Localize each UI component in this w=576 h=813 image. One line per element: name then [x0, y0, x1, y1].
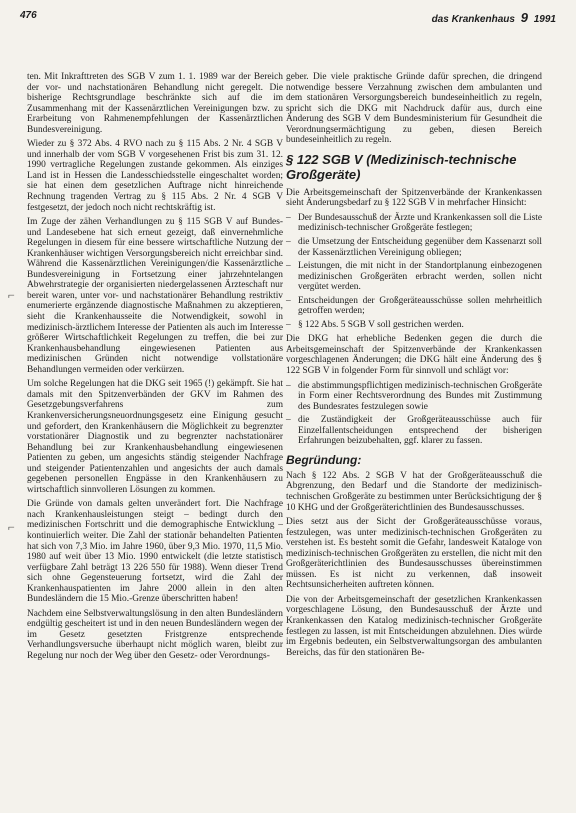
journal-title — [432, 10, 556, 25]
change-list — [286, 213, 542, 330]
list-item: – die abstimmungspflichtigen medizinisch-technischen Großgeräte in Form einer Rechtsverordnung des Bundes mit Zustimmung des Bundesrates festzulegen sowie — [286, 381, 542, 413]
journal-prefix: das Krankenhaus — [431, 14, 515, 25]
section-heading: § 122 SGB V (Medizinisch-technische Großgeräte) — [286, 151, 517, 182]
left-column — [27, 72, 283, 666]
body-paragraph: Nachdem eine Selbstverwaltungslösung in den alten Bundesländern endgültig gescheitert ist und in den neuen Bundesländern wegen der im Gesetz gesetzten Fristgrenze entsprechende Verhandlungsversuche überhaupt nicht möglich waren, bleibt zur Regelung nur noch der Weg über den Gesetz- oder Verordnungs- — [27, 608, 283, 661]
page-number: 476 — [20, 10, 37, 21]
list-item: – § 122 Abs. 5 SGB V soll gestrichen werden. — [286, 320, 542, 331]
body-paragraph: Die Gründe von damals gelten unverändert fort. Die Nachfrage nach Krankenhausleistungen steigt – bedingt durch den medizinischen Fortschritt und die demographische Entwicklung – kontinuierlich weiter. Die Zahl der stationär behandelten Patienten hat sich von 7,3 Mio. im Jahre 1960, über 9,3 Mio. 1970, 11,5 Mio. 1980 auf weit über 13 Mio. 1990 entwickelt (die letzte statistisch verfügbare Zahl beträgt 13 226 550 für 1988). Wenn dieser Trend sich ohne Gegensteuerung fortsetzt, wird die Zahl der Krankenhauspatienten im Jahre 2000 allein in den alten Bundesländern die 15 Mio.-Grenze überschritten haben! — [27, 499, 283, 605]
list-item: – Entscheidungen der Großgeräteausschüsse sollen mehrheitlich getroffen werden; — [286, 296, 542, 317]
margin-mark-icon: ⌐ — [8, 288, 15, 302]
list-item: – die Zuständigkeit der Großgeräteausschüsse auch für Einzelfallentscheidungen entsprechend der bisherigen Erfahrungen beizubehalten, ggf. klarer zu fassen. — [286, 415, 542, 447]
body-paragraph: Dies setzt aus der Sicht der Großgeräteausschüsse voraus, festzulegen, was unter medizinisch-technischen Großgeräten zu verstehen ist. Es besteht somit die Gefahr, landesweit Kataloge von medizinisch-technischen Großgeräten zu erstellen, die nicht mit den Großgeräterichtlinien des Bundesausschusses übereinstimmen müssen. Es ist nicht zu verkennen, daß insoweit Rechtsunsicherheiten auftreten können. — [286, 517, 542, 591]
body-paragraph: Wieder zu § 372 Abs. 4 RVO nach zu § 115 Abs. 2 Nr. 4 SGB V und innerhalb der vom SGB V vorgesehenen Frist bis zum 31. 12. 1990 vertragliche Regelungen zustande gekommen. Als einziges Land ist in Hessen die Landesschiedsstelle eingeschaltet worden; sie hat einen dem gesetzlichen Auftrage nicht hinreichende Rechnung tragenden Vertrag zu § 115 Abs. 2 Nr. 4 SGB V festgesetzt, der jedoch noch nicht rechtskräftig ist. — [27, 139, 283, 213]
page-header — [20, 10, 556, 26]
body-paragraph: ten. Mit Inkrafttreten des SGB V zum 1. 1. 1989 war der Bereich der vor- und nachstationären Behandlung nicht geregelt. Die bisherige Rechtsgrundlage beschränkte sich auf die im Zusammenhang mit der Kassenärztlichen Vereinigungen bzw. zu Erarbeitung von Rahmenempfehlungen der Kassenärztlichen Bundesvereinigung. — [27, 72, 283, 135]
list-item: – die Umsetzung der Entscheidung gegenüber dem Kassenarzt soll der Kassenärztlichen Vereinigung obliegen; — [286, 237, 542, 258]
journal-year: 1991 — [533, 14, 556, 25]
body-paragraph: Die DKG hat erhebliche Bedenken gegen die durch die Arbeitsgemeinschaft der Spitzenverbände der Krankenkassen vorgeschlagenen Änderungen; die DKG hält eine Änderung des § 122 SGB V in folgender Form für sinnvoll und schlägt vor: — [286, 334, 542, 377]
body-paragraph: Die von der Arbeitsgemeinschaft der gesetzlichen Krankenkassen vorgeschlagene Lösung, den Bundesausschuß der Ärzte und Krankenkassen den Katalog medizinisch-technischer Großgeräte festlegen zu lassen, ist mit Entscheidungen abzulehnen. Dies würde im Ergebnis bedeuten, ein Selbstverwaltungsorgan des ambulanten Bereichs, das für den stationären Be- — [286, 594, 542, 658]
right-column — [286, 72, 542, 662]
body-paragraph: Um solche Regelungen hat die DKG seit 1965 (!) gekämpft. Sie hat damals mit den Spitzenverbänden der GKV im Rahmen des Gesetzgebungsverfahrens zum Krankenversicherungsneuordnungsgesetz eine Einigung gesucht und gefordert, den Krankenhäusern die Möglichkeit zu begrenzter vorstationärer Diagnostik und zu begrenzter nachstationärer Behandlung bei zur Krankenhausbehandlung eingewiesenen Patienten zu geben, um angesichts ständig steigender Nachfrage und steigender Patientenzahlen und angesichts der auch damals gegebenen personellen Engpässe in den Krankenhäusern zu wirtschaftlich sinnvolleren Lösungen zu kommen. — [27, 379, 283, 495]
issue-number: 9 — [520, 10, 528, 25]
subsection-heading: Begründung: — [286, 452, 362, 467]
body-paragraph: Im Zuge der zähen Verhandlungen zu § 115 SGB V auf Bundes- und Landesebene hat sich erneut gezeigt, daß einvernehmliche Regelungen in diesem für eine bessere wirtschaftliche Nutzung der Krankenhäuser wichtigen Versorgungsbereich nicht erreichbar sind. Während die Kassenärztlichen Vereinigungen/die Kassenärztliche Bundesvereinigung in Fortsetzung einer jahrzehntelangen Abwehrstrategie der organisierten niedergelassenen Ärzteschaft nur bereit waren, unter vor- und nachstationärer Behandlung restriktiv enumerierte ergänzende diagnostische Maßnahmen zu akzeptieren, sieht die Krankenhausseite die Notwendigkeit, sowohl in medizinisch-ärztlichem Interesse der Patienten als auch im Interesse größerer Wirtschaftlichkeit Regelungen zu treffen, die bei zur Krankenhausbehandlung eingewiesenen Patienten aus medizinischen Gründen nicht notwendige vollstationäre Behandlungen vermeiden oder verkürzen. — [27, 217, 283, 375]
proposal-list — [286, 381, 542, 447]
body-paragraph: Nach § 122 Abs. 2 SGB V hat der Großgeräteausschuß die Abgrenzung, den Bedarf und die Standorte der medizinisch-technischen Großgeräte zu bestimmen unter Berücksichtigung der § 10 KHG und der Großgeräterichtlinien des Bundesausschusses. — [286, 470, 542, 513]
body-paragraph: Die Arbeitsgemeinschaft der Spitzenverbände der Krankenkassen sieht Änderungsbedarf zu § 122 SGB V in mehrfacher Hinsicht: — [286, 187, 542, 209]
margin-mark-icon: ⌐ — [8, 520, 15, 534]
body-paragraph: geber. Die viele praktische Gründe dafür sprechen, die dringend notwendige bessere Verzahnung zwischen dem ambulanten und dem stationären Versorgungsbereich bundeseinheitlich zu regeln, spricht sich die DKG mit Nachdruck dafür aus, durch eine Änderung des SGB V dem Bundesministerium für Gesundheit die Verordnungsermächtigung zu geben, diesen Bereich bundeseinheitlich zu regeln. — [286, 72, 542, 146]
list-item: – Der Bundesausschuß der Ärzte und Krankenkassen soll die Liste medizinisch-technischer Großgeräte festlegen; — [286, 213, 542, 234]
list-item: – Leistungen, die mit nicht in der Standortplanung einbezogenen medizinischen Großgeräten erbracht werden, sollen nicht vergütet werden. — [286, 261, 542, 293]
